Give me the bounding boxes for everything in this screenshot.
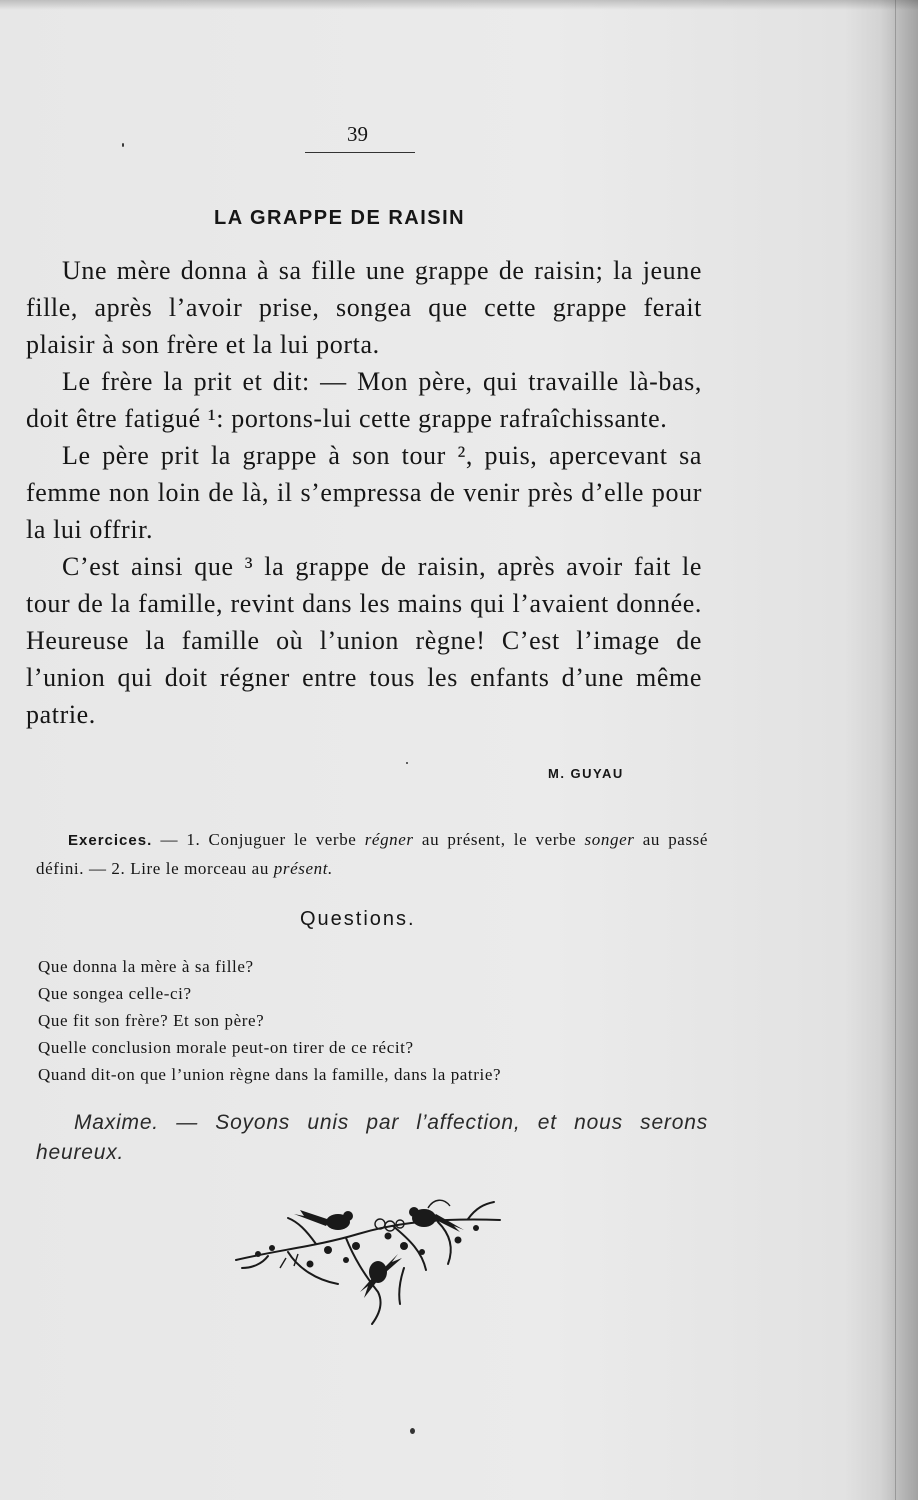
exercise-2-prefix: — 2. Lire le morceau au (88, 859, 269, 878)
story-text (26, 252, 702, 733)
paper-speck (406, 762, 408, 764)
page-edge-line (895, 0, 896, 1500)
questions-heading: Questions. (300, 908, 416, 930)
maxim: Maxime. — Soyons unis par l’affection, et nous serons heureux. (36, 1111, 708, 1164)
question-item: Que donna la mère à sa fille? (38, 957, 254, 976)
question-item: Quelle conclusion morale peut-on tirer de ce récit? (38, 1038, 414, 1057)
exercise-1-prefix: — 1. Conjuguer le verbe (160, 830, 357, 849)
page-edge-shadow (880, 0, 918, 1500)
questions-list (38, 953, 501, 1088)
paragraph-1: Une mère donna à sa fille une grappe de raisin; la jeune fille, après l’avoir prise, songea que cette grappe ferait plaisir à son frère et la lui porta. (26, 256, 702, 359)
paper-speck (410, 1428, 415, 1434)
question-item: Quand dit-on que l’union règne dans la famille, dans la patrie? (38, 1065, 502, 1084)
exercise-2-word: présent. (273, 859, 333, 878)
page-title: LA GRAPPE DE RAISIN (214, 207, 466, 229)
paragraph-2: Le frère la prit et dit: — Mon père, qui travaille là-bas, doit être fatigué ¹: portons-lui cette grappe rafraîchissante. (26, 367, 702, 433)
exercise-verb-regner: régner (364, 830, 414, 849)
page-number-rule (305, 152, 415, 153)
page-top-shadow (0, 0, 918, 10)
paragraph-4: C’est ainsi que ³ la grappe de raisin, après avoir fait le tour de la famille, revint dans les mains qui l’avaient donnée. Heureuse la famille où l’union règne! C’est l’image de l’union qui doit régner entre tous les enfants d’une même patrie. (26, 552, 702, 729)
exercise-verb-songer: songer (584, 830, 635, 849)
exercise-1-suffix: au passé défini. (36, 830, 709, 878)
exercise-1-middle: au présent, le verbe (421, 830, 577, 849)
question-item: Que songea celle-ci? (38, 984, 192, 1003)
exercises-block (36, 826, 708, 883)
paragraph-3: Le père prit la grappe à son tour ², puis, apercevant sa femme non loin de là, il s’empressa de venir près d’elle pour la lui offrir. (26, 441, 702, 544)
author-signature: M. GUYAU (548, 766, 624, 781)
paper-speck (122, 143, 124, 147)
exercises-label: Exercices. (68, 832, 153, 849)
page-number: 39 (347, 122, 368, 146)
birds-on-branch-ornament-icon (228, 1188, 508, 1328)
question-item: Que fit son frère? Et son père? (38, 1011, 265, 1030)
